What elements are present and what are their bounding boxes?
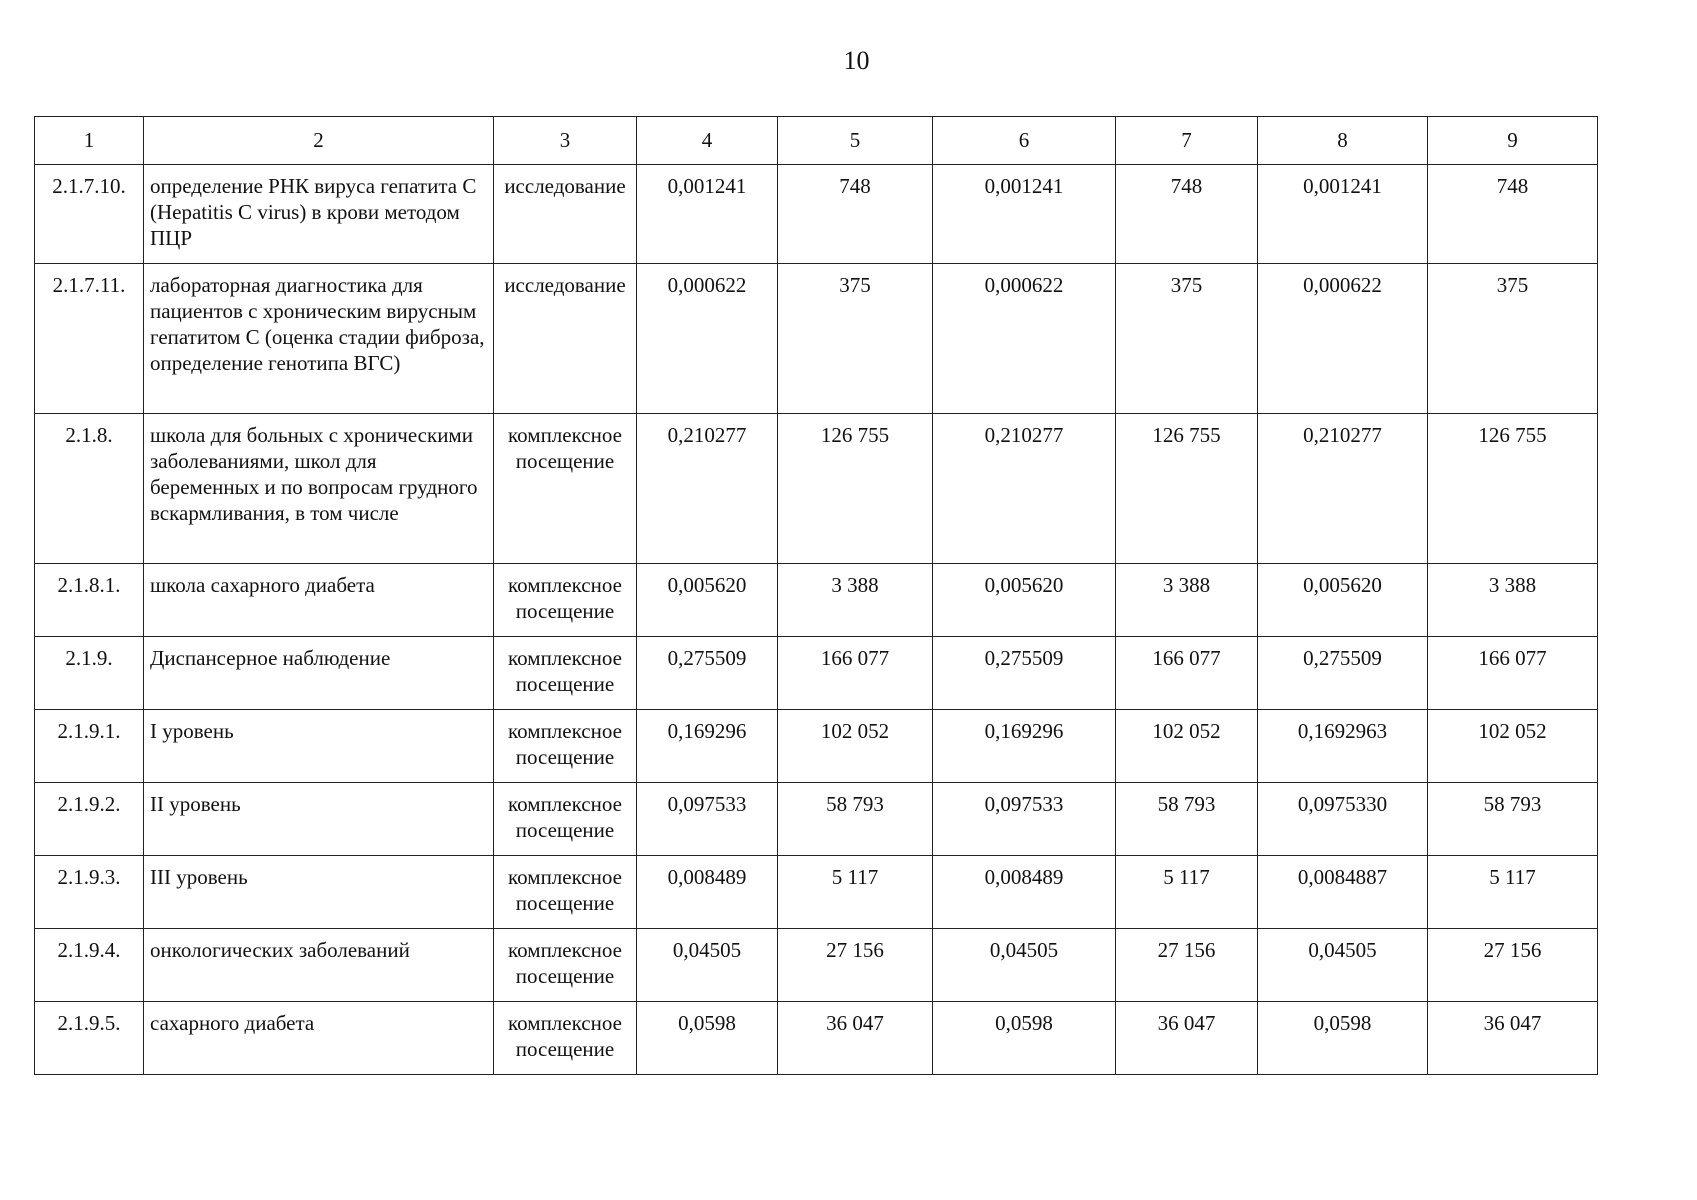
- row-col4-cell: 0,005620: [637, 564, 778, 637]
- row-col8-cell: 0,275509: [1258, 637, 1428, 710]
- row-col8-cell: 0,000622: [1258, 264, 1428, 414]
- row-unit-cell: комплексное посещение: [494, 783, 637, 856]
- row-col9-cell: 748: [1428, 165, 1598, 264]
- row-unit-cell: комплексное посещение: [494, 929, 637, 1002]
- row-col4-cell: 0,04505: [637, 929, 778, 1002]
- row-name-cell: II уровень: [144, 783, 494, 856]
- table-header-row: [35, 117, 1598, 165]
- table-row: [35, 165, 1598, 264]
- page-number: 10: [843, 46, 870, 75]
- row-col7-cell: 3 388: [1116, 564, 1258, 637]
- row-col5-cell: 36 047: [778, 1002, 933, 1075]
- row-name-cell: сахарного диабета: [144, 1002, 494, 1075]
- row-col9-cell: 36 047: [1428, 1002, 1598, 1075]
- row-col5-cell: 166 077: [778, 637, 933, 710]
- table-row: [35, 1002, 1598, 1075]
- row-col4-cell: 0,275509: [637, 637, 778, 710]
- row-col6-cell: 0,210277: [933, 414, 1116, 564]
- row-code-cell: 2.1.7.11.: [35, 264, 144, 414]
- row-col7-cell: 58 793: [1116, 783, 1258, 856]
- row-unit-cell: комплексное посещение: [494, 710, 637, 783]
- row-col5-cell: 5 117: [778, 856, 933, 929]
- row-code-cell: 2.1.7.10.: [35, 165, 144, 264]
- row-col5-cell: 3 388: [778, 564, 933, 637]
- column-header-2: 2: [144, 117, 494, 165]
- column-header-1: 1: [35, 117, 144, 165]
- row-col7-cell: 27 156: [1116, 929, 1258, 1002]
- row-col4-cell: 0,097533: [637, 783, 778, 856]
- column-header-7: 7: [1116, 117, 1258, 165]
- row-col5-cell: 58 793: [778, 783, 933, 856]
- row-col9-cell: 102 052: [1428, 710, 1598, 783]
- row-col8-cell: 0,0975330: [1258, 783, 1428, 856]
- row-col8-cell: 0,210277: [1258, 414, 1428, 564]
- column-header-9: 9: [1428, 117, 1598, 165]
- row-col7-cell: 126 755: [1116, 414, 1258, 564]
- row-name-cell: I уровень: [144, 710, 494, 783]
- row-col6-cell: 0,005620: [933, 564, 1116, 637]
- row-col5-cell: 375: [778, 264, 933, 414]
- data-table: [34, 116, 1598, 1075]
- row-name-cell: лабораторная диагностика для пациентов с хроническим вирусным гепатитом С (оценка стадии фиброза, определение генотипа ВГС): [144, 264, 494, 414]
- column-header-6: 6: [933, 117, 1116, 165]
- row-col4-cell: 0,000622: [637, 264, 778, 414]
- table-row: [35, 710, 1598, 783]
- row-col6-cell: 0,001241: [933, 165, 1116, 264]
- column-header-8: 8: [1258, 117, 1428, 165]
- row-col8-cell: 0,0084887: [1258, 856, 1428, 929]
- row-col7-cell: 36 047: [1116, 1002, 1258, 1075]
- row-col7-cell: 748: [1116, 165, 1258, 264]
- row-col8-cell: 0,0598: [1258, 1002, 1428, 1075]
- table-row: [35, 929, 1598, 1002]
- row-code-cell: 2.1.9.3.: [35, 856, 144, 929]
- row-name-cell: школа для больных с хроническими заболеваниями, школ для беременных и по вопросам грудного вскармливания, в том числе: [144, 414, 494, 564]
- row-name-cell: определение РНК вируса гепатита C (Hepatitis C virus) в крови методом ПЦР: [144, 165, 494, 264]
- row-code-cell: 2.1.9.5.: [35, 1002, 144, 1075]
- row-col6-cell: 0,000622: [933, 264, 1116, 414]
- table-row: [35, 637, 1598, 710]
- row-col6-cell: 0,097533: [933, 783, 1116, 856]
- row-col4-cell: 0,0598: [637, 1002, 778, 1075]
- row-code-cell: 2.1.8.1.: [35, 564, 144, 637]
- row-col9-cell: 27 156: [1428, 929, 1598, 1002]
- column-header-5: 5: [778, 117, 933, 165]
- row-unit-cell: комплексное посещение: [494, 414, 637, 564]
- row-col7-cell: 166 077: [1116, 637, 1258, 710]
- row-unit-cell: исследование: [494, 165, 637, 264]
- table-row: [35, 264, 1598, 414]
- row-col9-cell: 166 077: [1428, 637, 1598, 710]
- row-col4-cell: 0,008489: [637, 856, 778, 929]
- row-col7-cell: 5 117: [1116, 856, 1258, 929]
- row-unit-cell: комплексное посещение: [494, 1002, 637, 1075]
- row-col9-cell: 126 755: [1428, 414, 1598, 564]
- row-col6-cell: 0,0598: [933, 1002, 1116, 1075]
- row-col9-cell: 3 388: [1428, 564, 1598, 637]
- column-header-4: 4: [637, 117, 778, 165]
- table-row: [35, 414, 1598, 564]
- table-row: [35, 856, 1598, 929]
- row-col4-cell: 0,001241: [637, 165, 778, 264]
- row-col8-cell: 0,001241: [1258, 165, 1428, 264]
- row-unit-cell: комплексное посещение: [494, 564, 637, 637]
- row-col5-cell: 27 156: [778, 929, 933, 1002]
- row-col6-cell: 0,275509: [933, 637, 1116, 710]
- table-row: [35, 564, 1598, 637]
- row-col8-cell: 0,005620: [1258, 564, 1428, 637]
- row-code-cell: 2.1.8.: [35, 414, 144, 564]
- row-col9-cell: 58 793: [1428, 783, 1598, 856]
- row-code-cell: 2.1.9.: [35, 637, 144, 710]
- row-code-cell: 2.1.9.1.: [35, 710, 144, 783]
- row-unit-cell: комплексное посещение: [494, 637, 637, 710]
- row-code-cell: 2.1.9.4.: [35, 929, 144, 1002]
- row-name-cell: онкологических заболеваний: [144, 929, 494, 1002]
- row-col5-cell: 748: [778, 165, 933, 264]
- row-col7-cell: 375: [1116, 264, 1258, 414]
- row-col6-cell: 0,169296: [933, 710, 1116, 783]
- row-col8-cell: 0,1692963: [1258, 710, 1428, 783]
- column-header-3: 3: [494, 117, 637, 165]
- row-col6-cell: 0,008489: [933, 856, 1116, 929]
- row-col9-cell: 375: [1428, 264, 1598, 414]
- row-col5-cell: 126 755: [778, 414, 933, 564]
- table-row: [35, 783, 1598, 856]
- row-col5-cell: 102 052: [778, 710, 933, 783]
- row-col7-cell: 102 052: [1116, 710, 1258, 783]
- row-name-cell: школа сахарного диабета: [144, 564, 494, 637]
- row-col4-cell: 0,210277: [637, 414, 778, 564]
- row-col9-cell: 5 117: [1428, 856, 1598, 929]
- row-unit-cell: исследование: [494, 264, 637, 414]
- row-name-cell: III уровень: [144, 856, 494, 929]
- row-name-cell: Диспансерное наблюдение: [144, 637, 494, 710]
- row-col4-cell: 0,169296: [637, 710, 778, 783]
- row-unit-cell: комплексное посещение: [494, 856, 637, 929]
- row-col6-cell: 0,04505: [933, 929, 1116, 1002]
- row-code-cell: 2.1.9.2.: [35, 783, 144, 856]
- row-col8-cell: 0,04505: [1258, 929, 1428, 1002]
